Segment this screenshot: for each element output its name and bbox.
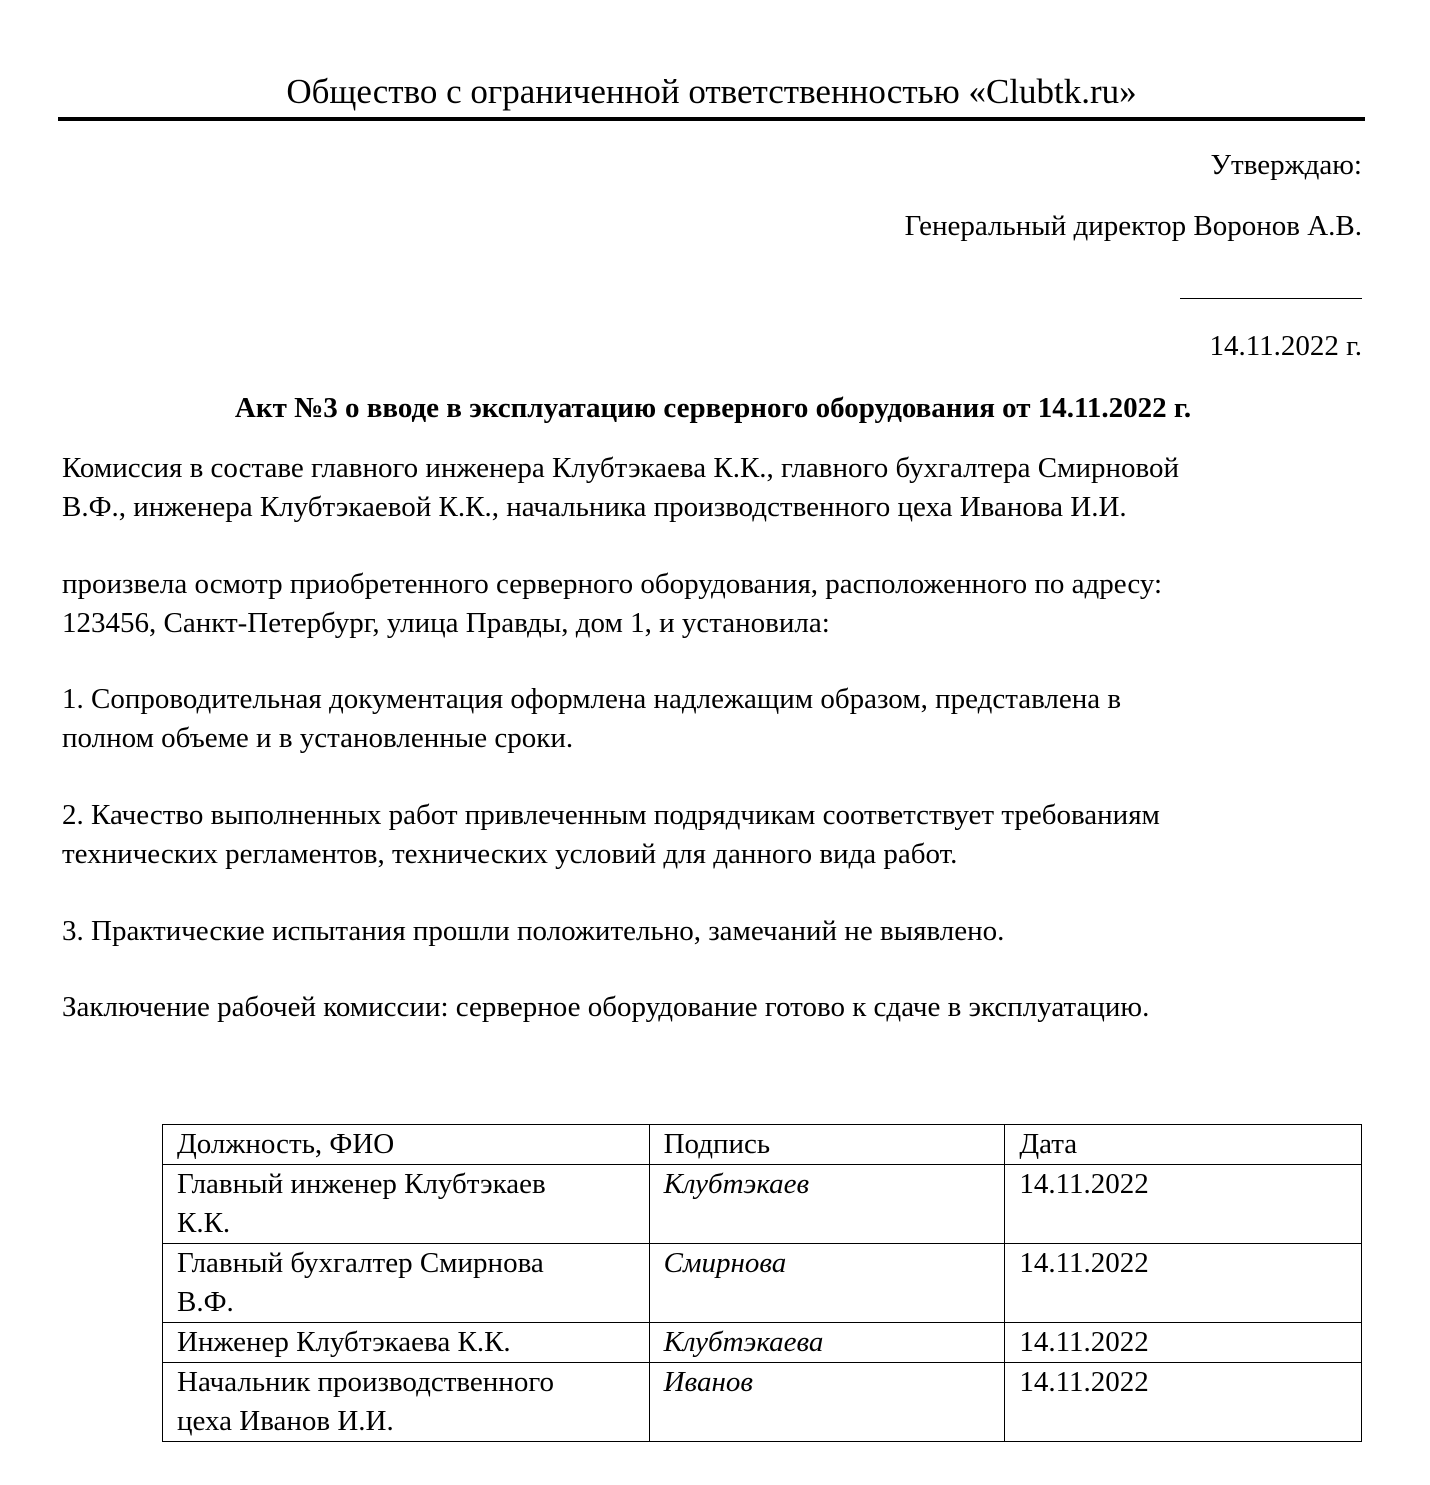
position-line: В.Ф. xyxy=(177,1286,234,1318)
text-line: Комиссия в составе главного инженера Клубтэкаева К.К., главного бухгалтера Смирновой xyxy=(62,452,1179,484)
conclusion-paragraph xyxy=(62,988,1372,1027)
table-row xyxy=(163,1244,1362,1323)
date-cell: 14.11.2022 xyxy=(1005,1363,1362,1442)
signature-cell: Клубтэкаев xyxy=(649,1165,1005,1244)
text-line: технических регламентов, технических условий для данного вида работ. xyxy=(62,838,958,870)
header-date: Дата xyxy=(1005,1125,1362,1165)
table-header-row xyxy=(163,1125,1362,1165)
position-line: Начальник производственного xyxy=(177,1366,554,1398)
text-line: 123456, Санкт-Петербург, улица Правды, дом 1, и установила: xyxy=(62,607,830,639)
date-cell: 14.11.2022 xyxy=(1005,1165,1362,1244)
text-line: В.Ф., инженера Клубтэкаевой К.К., начальника производственного цеха Иванова И.И. xyxy=(62,491,1127,523)
header-signature: Подпись xyxy=(649,1125,1005,1165)
position-cell xyxy=(163,1165,650,1244)
signature-cell: Клубтэкаева xyxy=(649,1323,1005,1363)
organization-name: Общество с ограниченной ответственностью «Clubtk.ru» xyxy=(286,72,1137,111)
position-cell xyxy=(163,1244,650,1323)
approval-signature-line xyxy=(1180,268,1362,308)
table-row xyxy=(163,1363,1362,1442)
position-line: К.К. xyxy=(177,1207,231,1239)
signature-blank xyxy=(1180,268,1362,299)
position-cell xyxy=(163,1363,650,1442)
commission-paragraph xyxy=(62,449,1372,527)
text-line: полном объеме и в установленные сроки. xyxy=(62,722,574,754)
text-line: 3. Практические испытания прошли положительно, замечаний не выявлено. xyxy=(62,915,1005,947)
signature-cell: Смирнова xyxy=(649,1244,1005,1323)
inspection-paragraph xyxy=(62,565,1372,643)
header-position: Должность, ФИО xyxy=(163,1125,650,1165)
act-title: Акт №3 о вводе в эксплуатацию серверного оборудования от 14.11.2022 г. xyxy=(234,392,1192,424)
table-row xyxy=(163,1323,1362,1363)
position-line: цеха Иванов И.И. xyxy=(177,1405,394,1437)
text-line: 1. Сопроводительная документация оформлена надлежащим образом, представлена в xyxy=(62,683,1122,715)
finding-2 xyxy=(62,796,1372,874)
date-cell: 14.11.2022 xyxy=(1005,1323,1362,1363)
approval-label: Утверждаю: xyxy=(1210,149,1362,181)
finding-3 xyxy=(62,912,1372,951)
approval-signer: Генеральный директор Воронов А.В. xyxy=(904,210,1362,242)
position-line: Инженер Клубтэкаева К.К. xyxy=(177,1326,511,1358)
text-line: Заключение рабочей комиссии: серверное оборудование готово к сдаче в эксплуатацию. xyxy=(62,991,1150,1023)
position-cell xyxy=(163,1323,650,1363)
signature-table xyxy=(162,1124,1362,1442)
finding-1 xyxy=(62,680,1372,758)
header-divider xyxy=(58,117,1365,121)
text-line: произвела осмотр приобретенного серверного оборудования, расположенного по адресу: xyxy=(62,568,1163,600)
approval-date: 14.11.2022 г. xyxy=(1209,330,1362,362)
position-line: Главный инженер Клубтэкаев xyxy=(177,1168,546,1200)
signature-cell: Иванов xyxy=(649,1363,1005,1442)
text-line: 2. Качество выполненных работ привлеченным подрядчикам соответствует требованиям xyxy=(62,799,1160,831)
table-row xyxy=(163,1165,1362,1244)
position-line: Главный бухгалтер Смирнова xyxy=(177,1247,544,1279)
date-cell: 14.11.2022 xyxy=(1005,1244,1362,1323)
